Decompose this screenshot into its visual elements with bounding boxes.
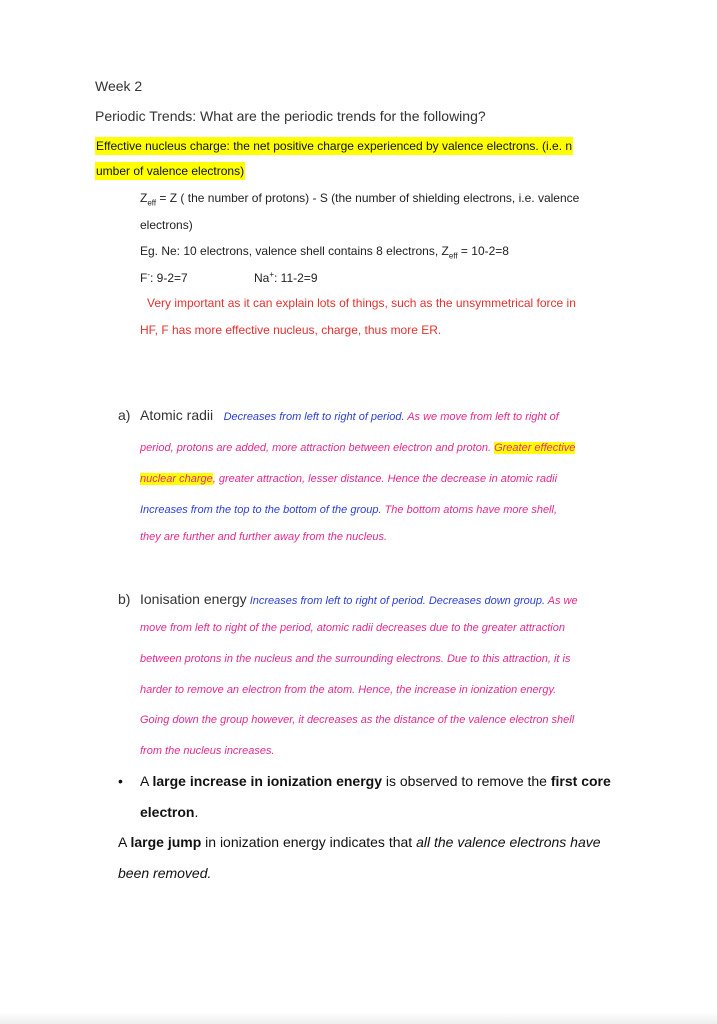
- ionisation-text-line: Going down the group however, it decreases as the distance of the valence electron shell: [140, 714, 575, 726]
- bullet-bold-text: large increase in ionization energy: [152, 773, 382, 789]
- bullet-text: A: [140, 773, 153, 789]
- f-label: F: [140, 271, 148, 285]
- note-line-1: Very important as it can explain lots of things, such as the unsymmetrical force in: [147, 296, 576, 310]
- week-heading: Week 2: [95, 78, 143, 94]
- jump-italic-text: all the valence electrons have: [416, 834, 601, 850]
- ionisation-energy-heading: Ionisation energy: [140, 591, 247, 607]
- section-a-line-3: [140, 469, 557, 487]
- bullet-line-1: [140, 773, 611, 789]
- f-charge: -: [147, 270, 151, 279]
- atomic-radii-text-2: period, protons are added, more attraction between electron and proton.: [140, 442, 495, 454]
- formula-text: = Z ( the number of protons) - S (the number of shielding electrons, i.e. valence: [156, 191, 580, 205]
- bullet-bold-text: first core: [550, 773, 611, 789]
- atomic-radii-text-4: The bottom atoms have more shell,: [381, 504, 557, 516]
- eff-subscript: eff: [147, 198, 157, 208]
- ionisation-text-line: from the nucleus increases.: [140, 745, 275, 757]
- ionisation-text-line: between protons in the nucleus and the surrounding electrons. Due to this attraction, it is: [140, 653, 571, 665]
- bullet-bold-text: electron: [140, 804, 195, 820]
- ionisation-text-line: harder to remove an electron from the atom. Hence, the increase in ionization energy.: [140, 684, 557, 696]
- fluorine-example: [140, 270, 188, 285]
- definition-line-2: umber of valence electrons): [96, 164, 245, 178]
- formula-line-1: [140, 191, 579, 207]
- highlighted-text: nuclear charge: [140, 473, 213, 485]
- formula-line-2: electrons): [140, 218, 193, 232]
- example-result: = 10-2=8: [457, 244, 509, 258]
- jump-bold-text: large jump: [130, 834, 202, 850]
- atomic-radii-trend-1: Decreases from left to right of period.: [223, 411, 405, 423]
- section-a-line-1: [140, 407, 559, 425]
- example-text: Eg. Ne: 10 electrons, valence shell contains 8 electrons, Z: [140, 244, 449, 258]
- page-bottom-edge: [0, 1012, 717, 1024]
- bullet-text: .: [194, 804, 199, 820]
- ionisation-text-1: As we: [545, 595, 578, 607]
- jump-text: A: [118, 834, 131, 850]
- na-label: Na: [254, 271, 270, 285]
- trends-question: Periodic Trends: What are the periodic trends for the following?: [95, 108, 486, 124]
- section-a-line-5: they are further and further away from the nucleus.: [140, 531, 388, 543]
- highlighted-text: Greater effective: [494, 442, 576, 454]
- ionisation-trend: Increases from left to right of period. Decreases down group.: [246, 595, 546, 607]
- bullet-text: is observed to remove the: [382, 773, 551, 789]
- section-a-marker: a): [118, 407, 131, 423]
- definition-line-1: Effective nucleus charge: the net positive charge experienced by valence electrons. (i.e. n: [96, 139, 573, 153]
- atomic-radii-trend-2: Increases from the top to the bottom of the group.: [140, 504, 382, 516]
- section-a-line-2: [140, 438, 575, 456]
- section-b-line-1: [140, 591, 578, 609]
- ionisation-text-line: move from left to right of the period, atomic radii decreases due to the greater attraction: [140, 622, 565, 634]
- bullet-icon: •: [118, 773, 123, 789]
- bullet-line-2: [140, 804, 198, 820]
- na-value: : 11-2=9: [274, 271, 318, 285]
- jump-line-1: [118, 834, 601, 850]
- example-line: [140, 244, 509, 260]
- jump-text: in ionization energy indicates that: [201, 834, 417, 850]
- jump-line-2: been removed.: [118, 865, 212, 881]
- atomic-radii-text-3: , greater attraction, lesser distance. Hence the decrease in atomic radii: [212, 473, 558, 485]
- z-symbol: Z: [140, 191, 148, 205]
- sodium-example: [254, 270, 318, 285]
- na-charge: +: [269, 270, 275, 279]
- eff-subscript: eff: [448, 251, 458, 261]
- section-a-line-4: [140, 500, 557, 518]
- atomic-radii-heading: Atomic radii: [140, 407, 214, 423]
- section-b-marker: b): [118, 591, 131, 607]
- f-value: : 9-2=7: [150, 271, 188, 285]
- atomic-radii-text-1: As we move from left to right of: [404, 411, 559, 423]
- note-line-2: HF, F has more effective nucleus, charge, thus more ER.: [140, 323, 442, 337]
